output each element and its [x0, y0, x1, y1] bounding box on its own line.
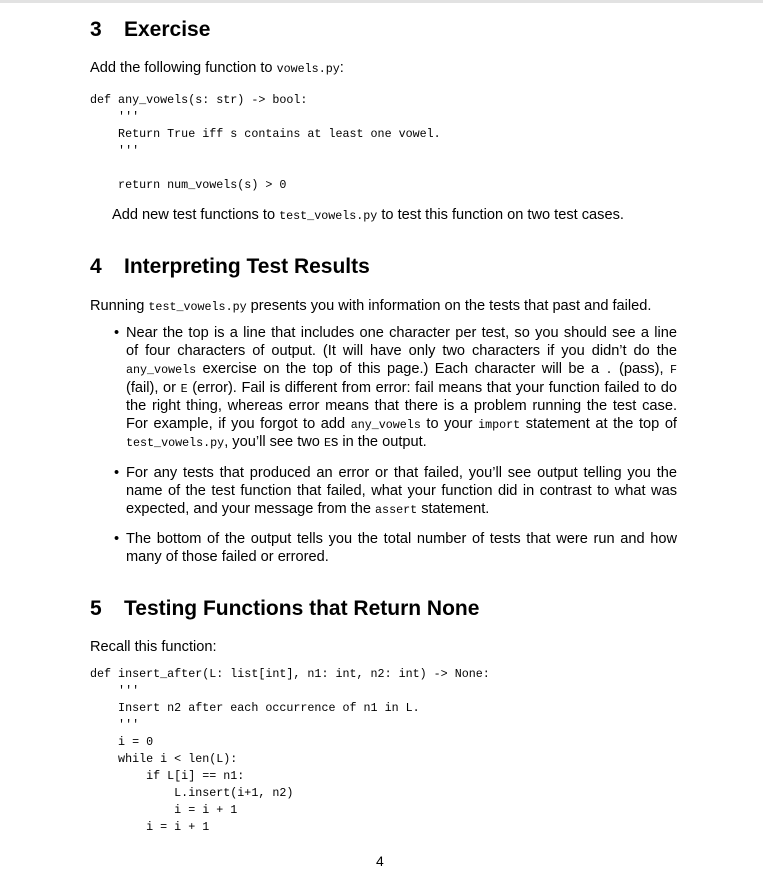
bullet-1-marker: •: [114, 325, 120, 341]
top-border: [0, 0, 763, 3]
bullet-3-marker: •: [114, 531, 120, 547]
section-5-intro: Recall this function:: [90, 639, 217, 655]
bullet-1: Near the top is a line that includes one character per test, so you should see a line of four characters of output. (It will have only two characters if you didn’t do the any_vowels exercise on the top of this page.) Each character will be a . (pass), F (fail), or E (error). Fail is different from error: fail means that your function failed to do the right thing, whereas error means that there is a problem running the test case. For example, if you forgot to add any_vowels to your import statement at the top of test_vowels.py, you’ll see two Es in the output.: [126, 325, 677, 451]
code-block-any-vowels: def any_vowels(s: str) -> bool: ''' Return True iff s contains at least one vowel. ''' return num_vowels(s) > 0: [90, 93, 441, 192]
section-4-intro: Running test_vowels.py presents you with information on the tests that past and failed.: [90, 298, 652, 314]
section-3-intro: Add the following function to vowels.py:: [90, 60, 344, 76]
page-number: 4: [376, 853, 384, 869]
bullet-3: The bottom of the output tells you the total number of tests that were run and how many of those failed or errored.: [126, 531, 677, 566]
section-5-heading: 5 Testing Functions that Return None: [90, 597, 480, 620]
section-3-heading: 3 Exercise: [90, 18, 211, 41]
bullet-2: For any tests that produced an error or that failed, you’ll see output telling you the name of the test function that failed, what your function did in contrast to what was expected, and your message from the assert statement.: [126, 465, 677, 518]
section-4-heading: 4 Interpreting Test Results: [90, 255, 370, 278]
code-block-insert-after: def insert_after(L: list[int], n1: int, n2: int) -> None: ''' Insert n2 after each occurrence of n1 in L. ''' i = 0 while i < len(L): if L[i] == n1: L.insert(i+1, n2) i = i + 1 i = i + 1: [90, 667, 490, 834]
bullet-2-marker: •: [114, 465, 120, 481]
section-3-after: Add new test functions to test_vowels.py to test this function on two test cases.: [112, 207, 624, 223]
